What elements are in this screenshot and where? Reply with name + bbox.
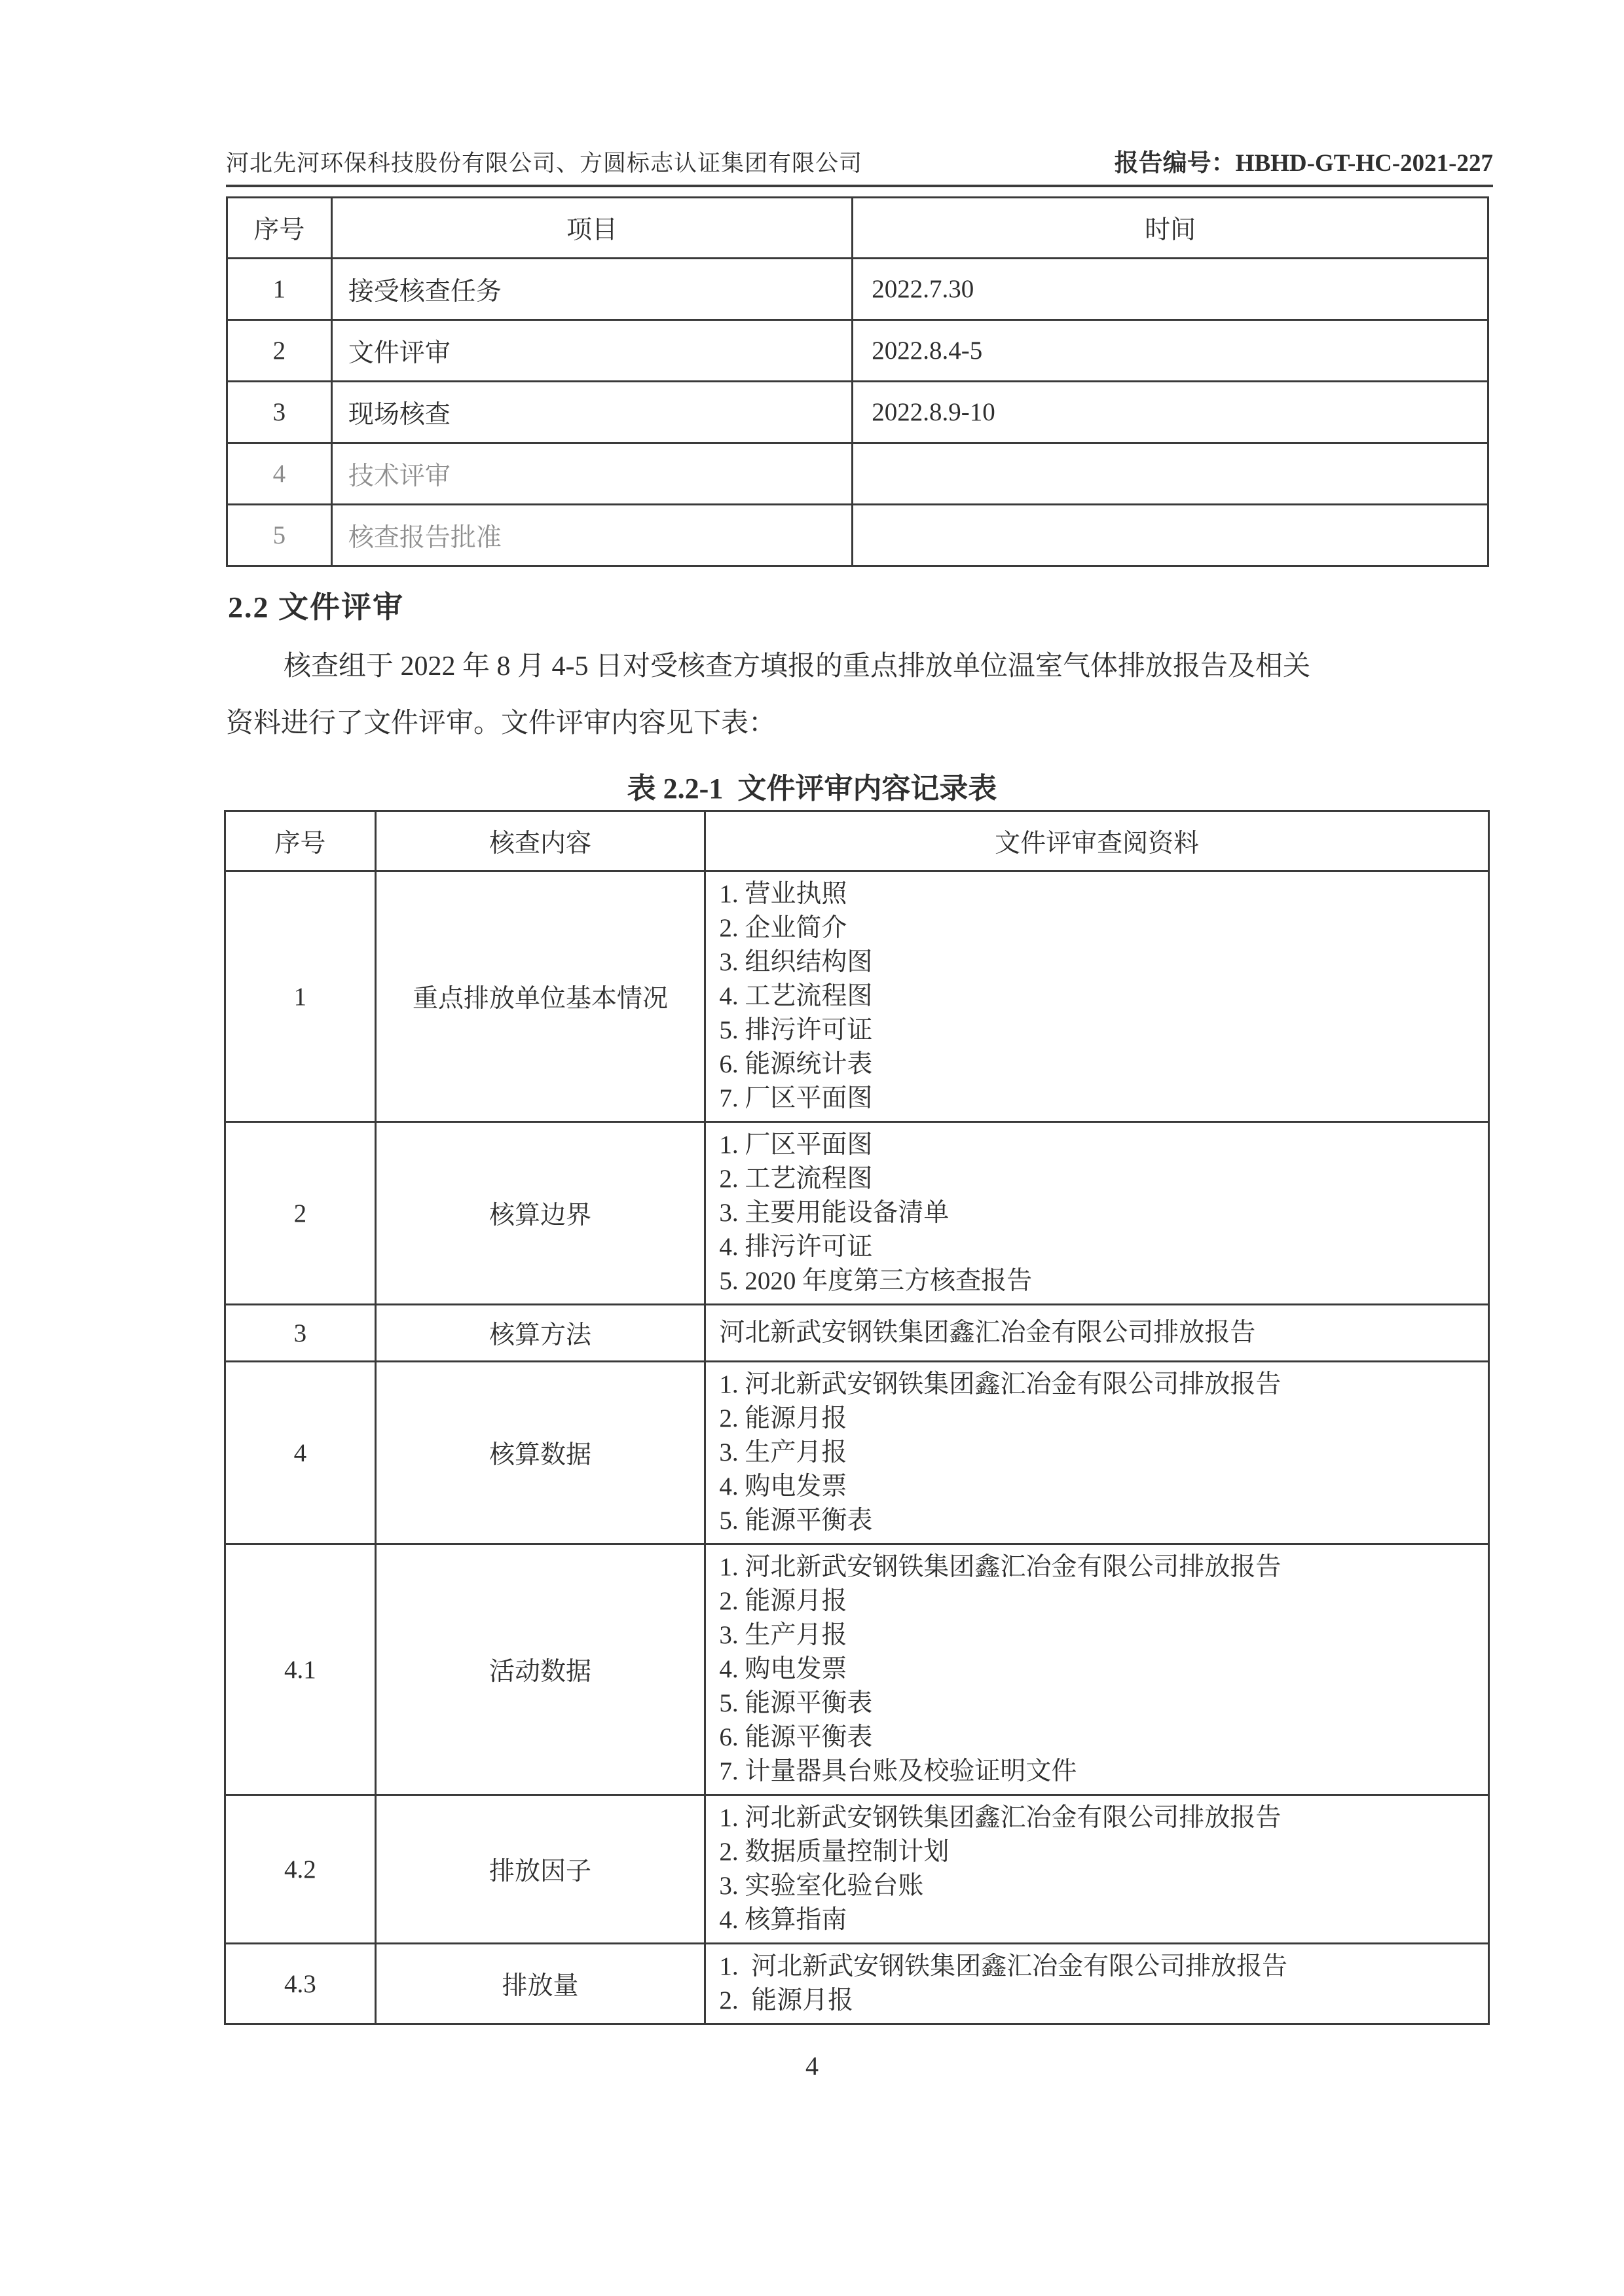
column-header: 序号 (225, 811, 376, 871)
cell-time: 2022.8.4-5 (853, 320, 1488, 382)
header-divider (226, 185, 1493, 187)
table-row (225, 1544, 1489, 1795)
material-line: 6. 能源平衡表 (719, 1723, 873, 1751)
cell-materials (705, 1305, 1489, 1362)
material-line: 5. 排污许可证 (719, 1016, 873, 1044)
material-line: 1. 厂区平面图 (719, 1131, 873, 1159)
cell-seq: 4.3 (225, 1944, 376, 2024)
report-number: 报告编号：HBHD-GT-HC-2021-227 (1114, 150, 1493, 177)
cell-materials (705, 1544, 1489, 1795)
cell-seq: 3 (227, 382, 332, 443)
cell-time: 2022.7.30 (853, 259, 1488, 320)
material-line: 5. 2020 年度第三方核查报告 (719, 1267, 1033, 1295)
material-line: 2. 工艺流程图 (719, 1165, 873, 1193)
table-row (227, 259, 1488, 320)
body-paragraph (226, 638, 1491, 752)
company-name: 河北先河环保科技股份有限公司、方圆标志认证集团有限公司 (226, 151, 863, 176)
review-table-body (225, 871, 1489, 2024)
material-line: 5. 能源平衡表 (719, 1689, 873, 1717)
page-header (226, 143, 1493, 178)
cell-seq: 1 (227, 259, 332, 320)
paragraph-line: 资料进行了文件评审。文件评审内容见下表： (226, 708, 777, 738)
cell-content: 活动数据 (375, 1544, 705, 1795)
cell-content: 排放因子 (375, 1795, 705, 1944)
schedule-table-body (227, 259, 1488, 566)
cell-item: 技术评审 (331, 443, 852, 505)
table-row (225, 1944, 1489, 2024)
material-line: 3. 生产月报 (719, 1621, 847, 1649)
material-line: 5. 能源平衡表 (719, 1506, 873, 1535)
cell-item: 现场核查 (331, 382, 852, 443)
cell-seq: 1 (225, 871, 376, 1122)
table-row (227, 443, 1488, 505)
table-row (225, 1795, 1489, 1944)
material-line: 4. 购电发票 (719, 1472, 847, 1501)
cell-content: 排放量 (375, 1944, 705, 2024)
column-header: 核查内容 (375, 811, 705, 871)
material-line: 1. 河北新武安钢铁集团鑫汇冶金有限公司排放报告 (719, 1952, 1288, 1980)
material-line: 3. 主要用能设备清单 (719, 1199, 950, 1227)
cell-materials (705, 1362, 1489, 1544)
cell-time (853, 505, 1488, 566)
cell-seq: 2 (227, 320, 332, 382)
material-line: 1. 河北新武安钢铁集团鑫汇冶金有限公司排放报告 (719, 1370, 1282, 1398)
table-row (225, 1305, 1489, 1362)
material-line: 7. 厂区平面图 (719, 1084, 873, 1112)
material-line: 1. 河北新武安钢铁集团鑫汇冶金有限公司排放报告 (719, 1804, 1282, 1832)
cell-seq: 2 (225, 1122, 376, 1305)
schedule-table-header-row (227, 198, 1488, 259)
cell-item: 核查报告批准 (331, 505, 852, 566)
cell-materials (705, 871, 1489, 1122)
paragraph-line: 核查组于 2022 年 8 月 4-5 日对受核查方填报的重点排放单位温室气体排放报告及相关 (284, 651, 1310, 682)
column-header: 项目 (331, 198, 852, 259)
table-row (225, 1362, 1489, 1544)
review-table-header-row (225, 811, 1489, 871)
cell-item: 文件评审 (331, 320, 852, 382)
cell-content: 重点排放单位基本情况 (375, 871, 705, 1122)
material-line: 7. 计量器具台账及校验证明文件 (719, 1757, 1077, 1785)
table-caption: 表 2.2-1 文件评审内容记录表 (627, 773, 997, 805)
material-line: 河北新武安钢铁集团鑫汇冶金有限公司排放报告 (719, 1319, 1256, 1347)
cell-content: 核算边界 (375, 1122, 705, 1305)
section-heading: 2.2 文件评审 (228, 591, 404, 624)
material-line: 6. 能源统计表 (719, 1050, 873, 1078)
cell-materials (705, 1122, 1489, 1305)
table-row (225, 871, 1489, 1122)
cell-seq: 5 (227, 505, 332, 566)
material-line: 2. 能源月报 (719, 1986, 854, 2014)
cell-materials (705, 1795, 1489, 1944)
material-line: 2. 能源月报 (719, 1587, 847, 1615)
page-number: 4 (805, 2051, 819, 2081)
column-header: 文件评审查阅资料 (705, 811, 1489, 871)
schedule-table (226, 196, 1489, 567)
material-line: 4. 核算指南 (719, 1906, 847, 1934)
material-line: 4. 排污许可证 (719, 1233, 873, 1261)
cell-time (853, 443, 1488, 505)
material-line: 2. 数据质量控制计划 (719, 1838, 950, 1866)
material-line: 3. 实验室化验台账 (719, 1872, 924, 1900)
material-line: 3. 生产月报 (719, 1438, 847, 1467)
review-table (224, 810, 1490, 2025)
cell-content: 核算数据 (375, 1362, 705, 1544)
table-row (227, 320, 1488, 382)
table-row (227, 382, 1488, 443)
cell-materials (705, 1944, 1489, 2024)
cell-seq: 4.2 (225, 1795, 376, 1944)
cell-seq: 4.1 (225, 1544, 376, 1795)
material-line: 2. 企业简介 (719, 914, 847, 942)
cell-seq: 3 (225, 1305, 376, 1362)
column-header: 序号 (227, 198, 332, 259)
material-line: 4. 购电发票 (719, 1655, 847, 1683)
material-line: 2. 能源月报 (719, 1404, 847, 1432)
cell-item: 接受核查任务 (331, 259, 852, 320)
column-header: 时间 (853, 198, 1488, 259)
cell-seq: 4 (227, 443, 332, 505)
cell-content: 核算方法 (375, 1305, 705, 1362)
material-line: 3. 组织结构图 (719, 948, 873, 976)
table-row (227, 505, 1488, 566)
material-line: 4. 工艺流程图 (719, 982, 873, 1010)
cell-seq: 4 (225, 1362, 376, 1544)
material-line: 1. 营业执照 (719, 880, 847, 908)
material-line: 1. 河北新武安钢铁集团鑫汇冶金有限公司排放报告 (719, 1553, 1282, 1581)
table-row (225, 1122, 1489, 1305)
cell-time: 2022.8.9-10 (853, 382, 1488, 443)
